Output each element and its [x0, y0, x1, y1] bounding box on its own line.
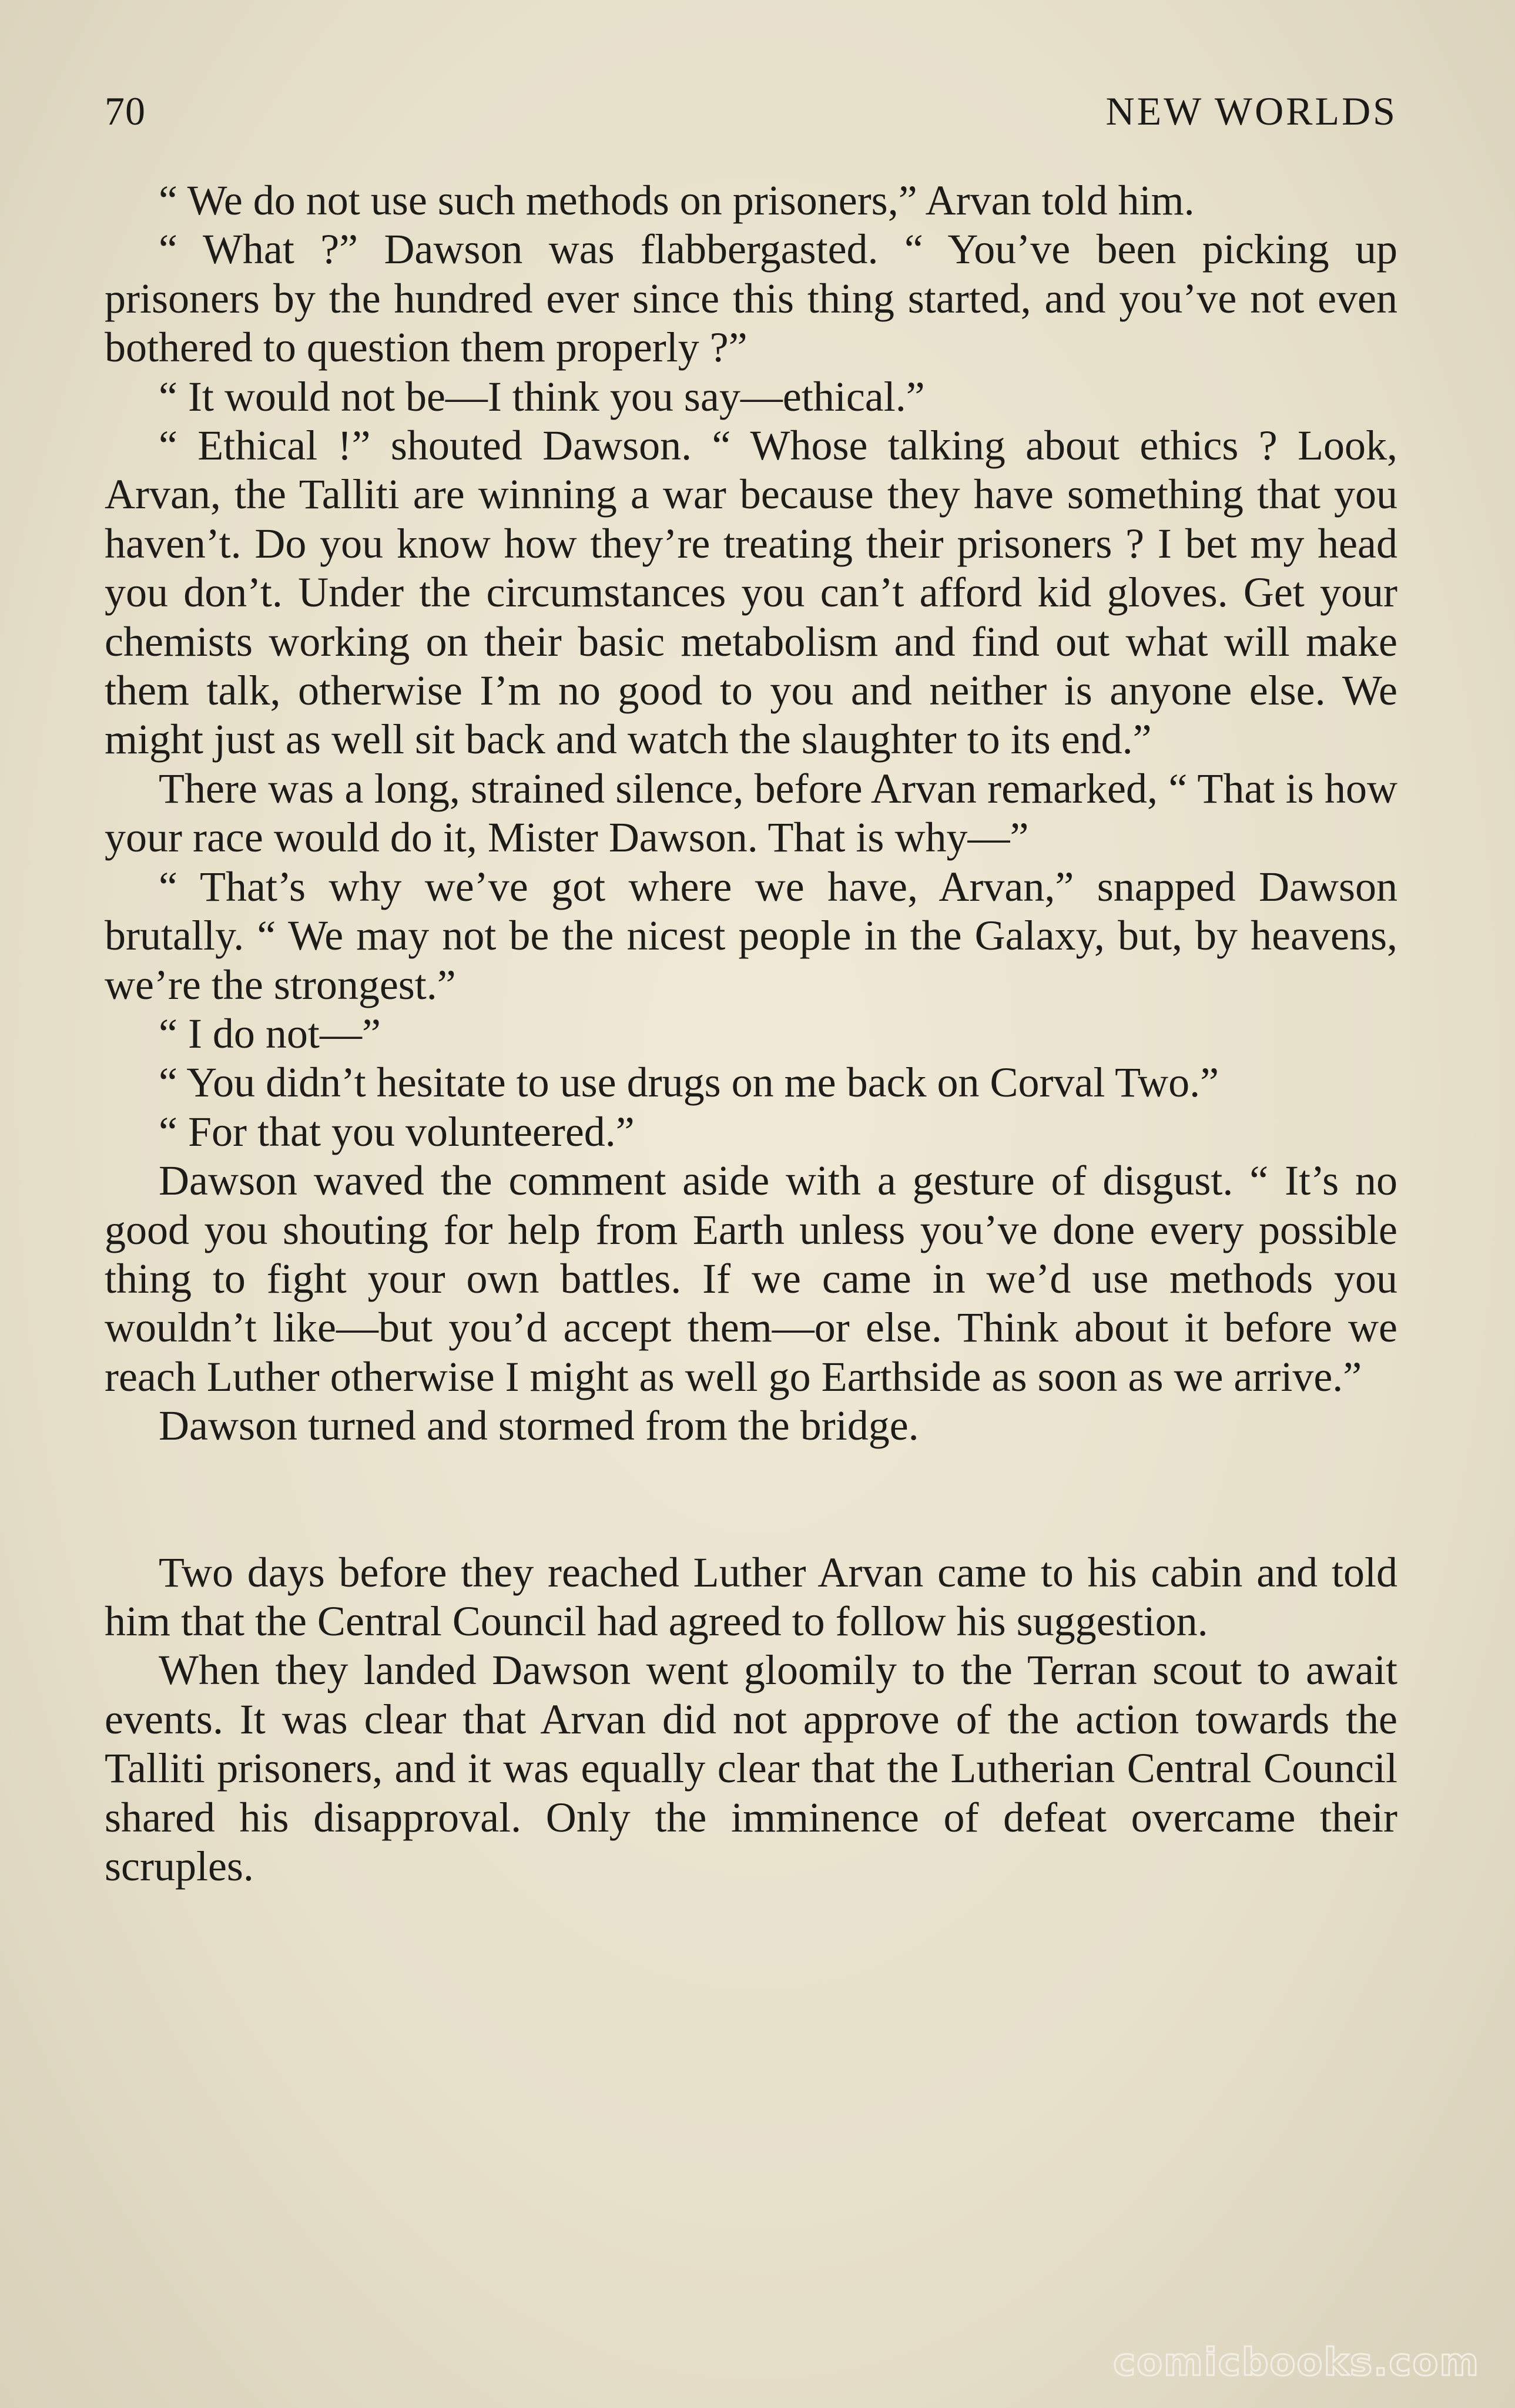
paragraph: Dawson turned and stormed from the bridge. [159, 1402, 919, 1450]
paragraph: “ For that you volunteered.” [159, 1108, 635, 1155]
paragraph: “ We do not use such methods on prisoners,” Arvan told him. [159, 177, 1195, 224]
paragraph: Two days before they reached Luther Arvan came to his cabin and told him that the Central Council had agreed to follow his suggestion. [105, 1548, 1397, 1645]
page-number: 70 [105, 89, 146, 133]
paragraph: When they landed Dawson went gloomily to the Terran scout to await events. It was clear that Arvan did not approve of the action towards the Talliti prisoners, and it was equally clear that the Lutherian Central Council shared his disapproval. Only the imminence of defeat overcame their scruples. [105, 1646, 1397, 1890]
body-text [105, 176, 1397, 1891]
paragraph: “ What ?” Dawson was flabbergasted. “ You’ve been picking up prisoners by the hundred ever since this thing started, and you’ve not even bothered to question them properly ?” [105, 226, 1397, 371]
paragraph: “ That’s why we’ve got where we have, Arvan,” snapped Dawson brutally. “ We may not be the nicest people in the Galaxy, but, by heavens, we’re the strongest.” [105, 863, 1397, 1008]
paragraph: “ I do not—” [159, 1010, 381, 1057]
paragraph: “ It would not be—I think you say—ethical.” [159, 373, 925, 420]
section-break [105, 1451, 1397, 1548]
running-head: NEW WORLDS [1105, 89, 1397, 133]
paragraph: There was a long, strained silence, before Arvan remarked, “ That is how your race would do it, Mister Dawson. That is why—” [105, 764, 1397, 861]
page-header [105, 88, 1397, 147]
paragraph: “ You didn’t hesitate to use drugs on me back on Corval Two.” [159, 1059, 1219, 1106]
paragraph: Dawson waved the comment aside with a gesture of disgust. “ It’s no good you shouting for help from Earth unless you’ve done every possible thing to fight your own battles. If we came in we’d use methods you wouldn’t like—but you’d accept them—or else. Think about it before we reach Luther otherwise I might as well go Earthside as soon as we arrive.” [105, 1157, 1397, 1400]
site-watermark: comicbooks.com [1113, 2341, 1480, 2384]
paragraph: “ Ethical !” shouted Dawson. “ Whose talking about ethics ? Look, Arvan, the Talliti are winning a war because they have something that you haven’t. Do you know how they’re treating their prisoners ? I bet my head you don’t. Under the circumstances you can’t afford kid gloves. Get your chemists working on their basic metabolism and find out what will make them talk, otherwise I’m no good to you and neither is anyone else. We might just as well sit back and watch the slaughter to its end.” [105, 422, 1397, 763]
